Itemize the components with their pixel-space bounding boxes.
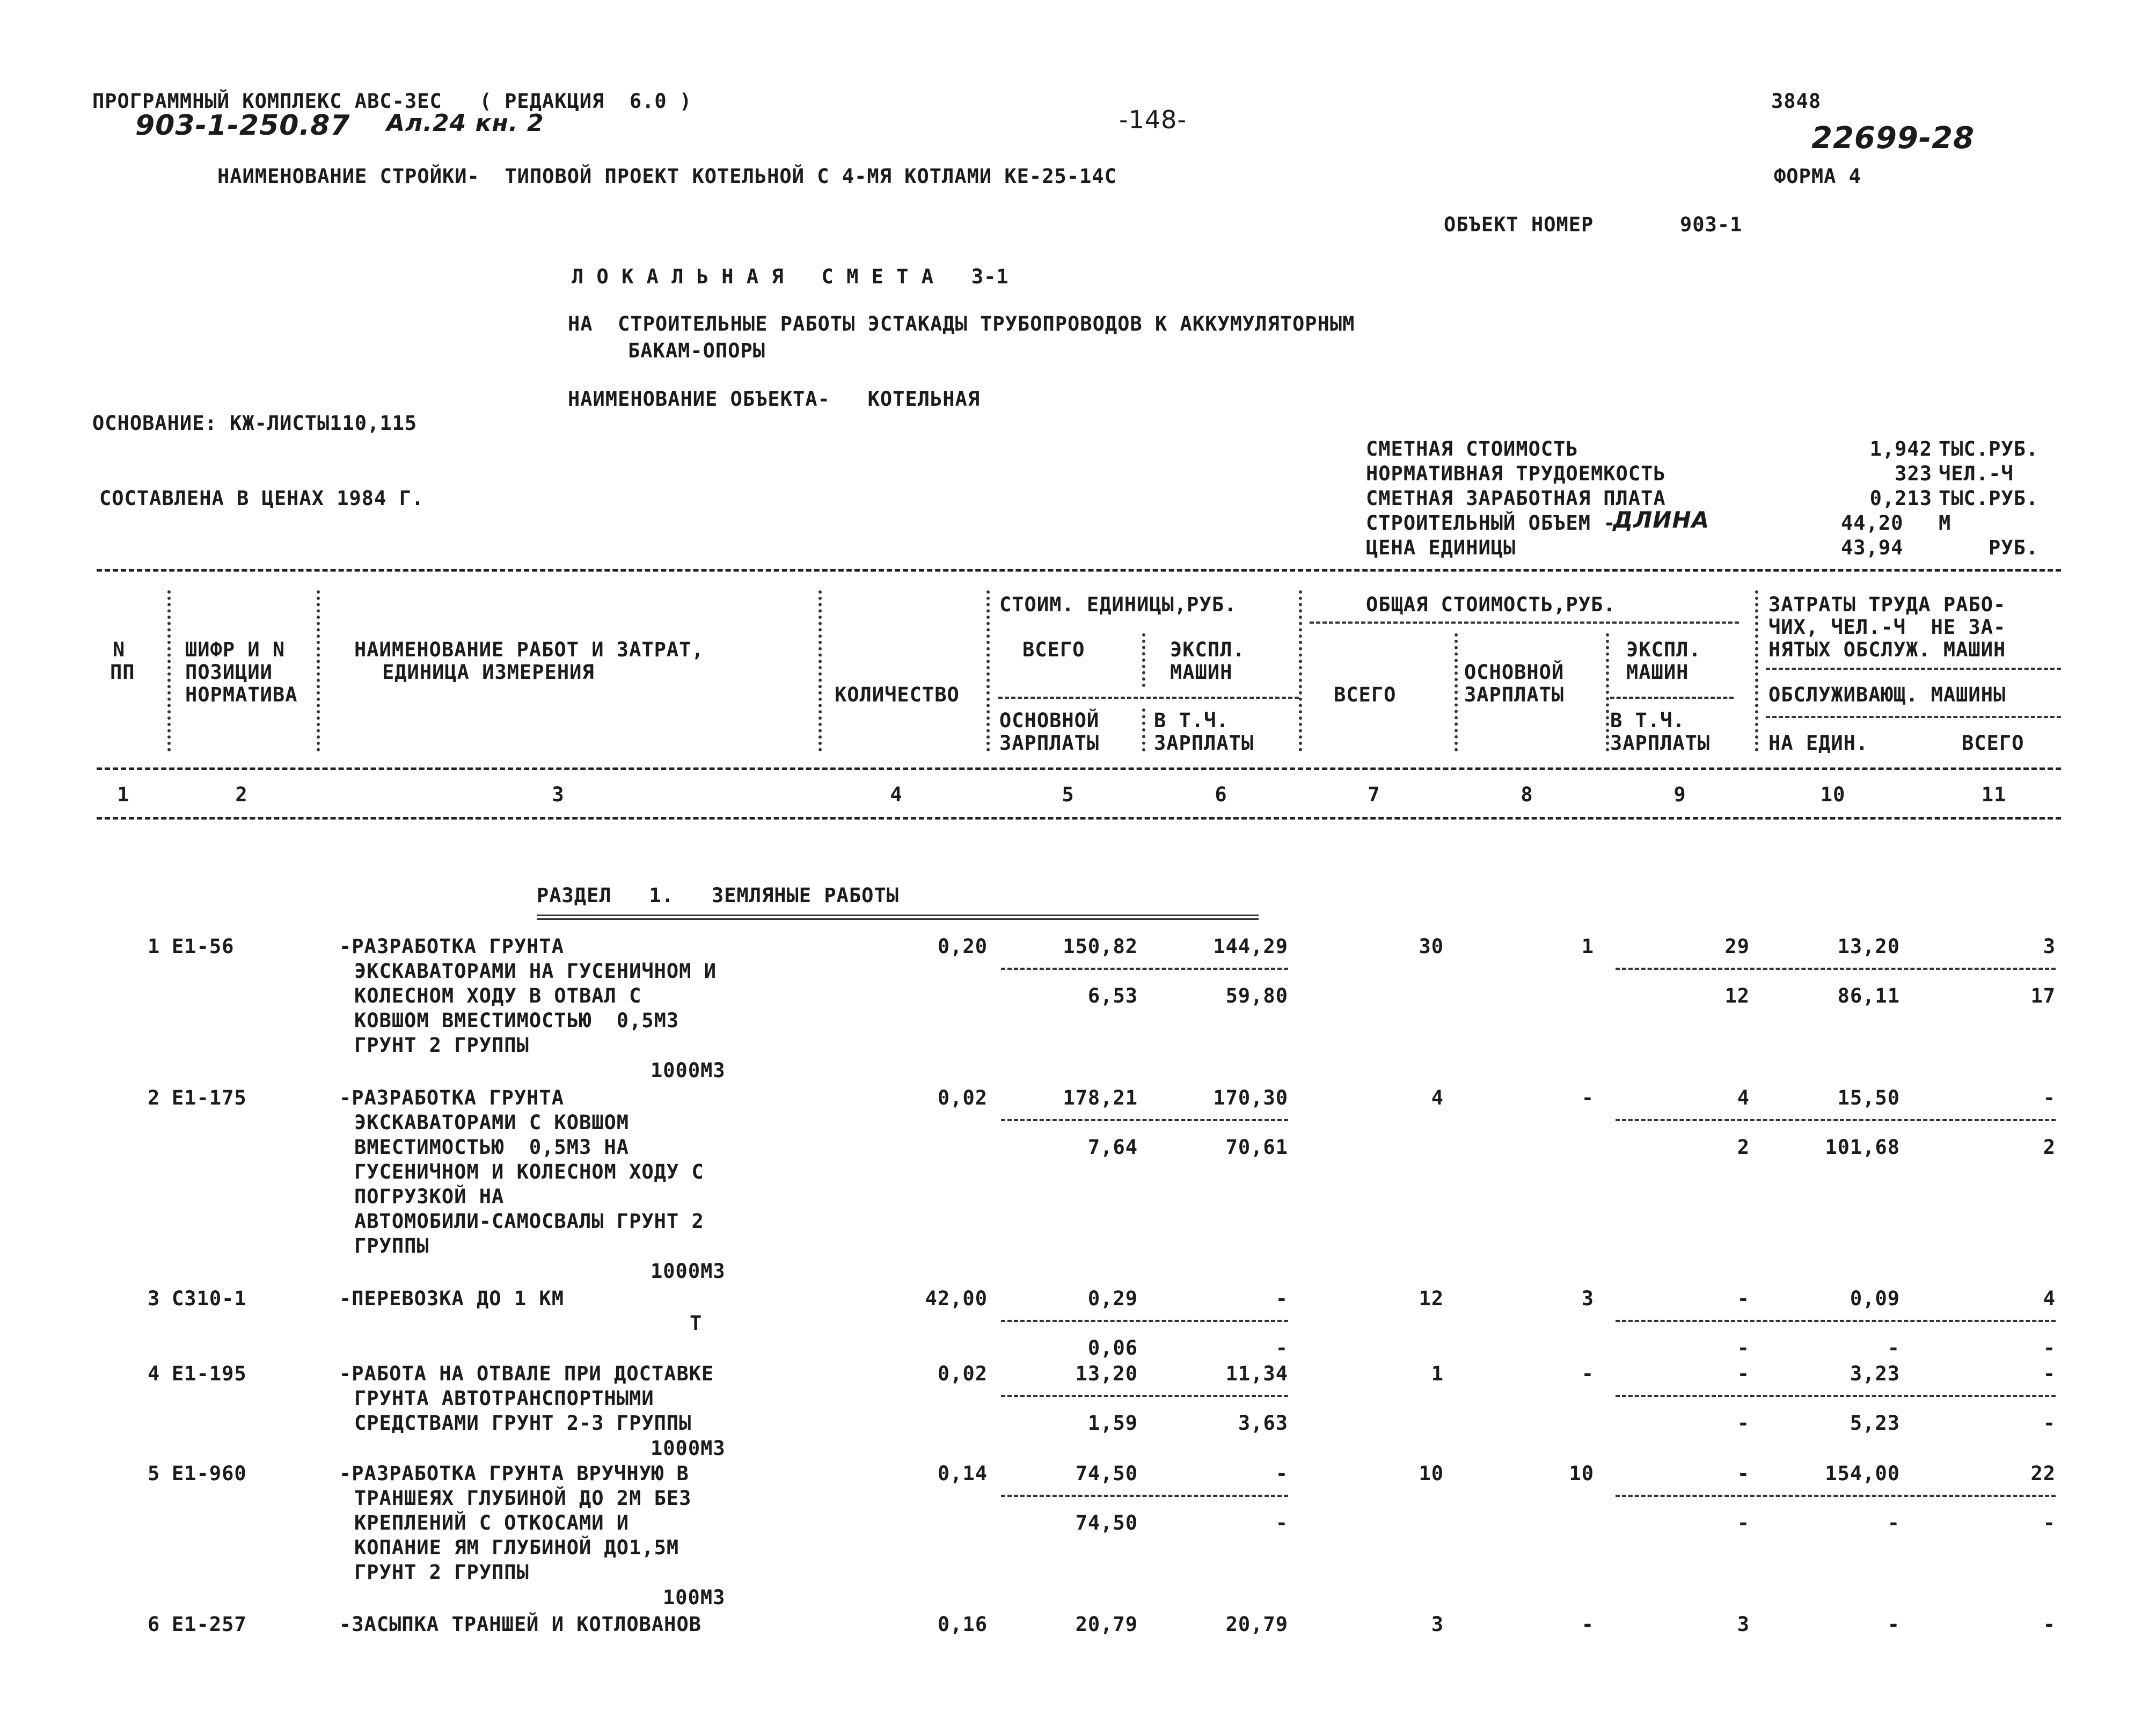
header-cell: ОБСЛУЖИВАЮЩ. МАШИНЫ	[1768, 683, 2006, 706]
summary-label: СМЕТНАЯ ЗАРАБОТНАЯ ПЛАТА	[1366, 487, 1666, 510]
unit-cost-machines: 170,30	[1213, 1086, 1288, 1109]
total-machine-wages: -	[1737, 1336, 1750, 1359]
column-separator	[1299, 590, 1302, 751]
column-number: 6	[1215, 783, 1227, 806]
labor-service-total: -	[2043, 1511, 2056, 1534]
labor-service-unit: -	[1887, 1511, 1900, 1534]
object-name: НАИМЕНОВАНИЕ ОБЪЕКТА- КОТЕЛЬНАЯ	[568, 387, 981, 411]
total-base-wages: 10	[1569, 1462, 1594, 1485]
row-number: 6	[148, 1613, 160, 1636]
labor-service-total: -	[2043, 1412, 2056, 1435]
work-description: КОВШОМ ВМЕСТИМОСТЬЮ 0,5М3	[354, 1009, 679, 1032]
header-bottom-rule	[97, 767, 2061, 770]
header-cell: ЧИХ, ЧЕЛ.-Ч НЕ ЗА-	[1768, 616, 2006, 639]
header-cell: ЗАРПЛАТЫ	[1464, 683, 1565, 706]
work-description: ТРАНШЕЯХ ГЛУБИНОЙ ДО 2М БЕЗ	[354, 1487, 692, 1510]
measurement-unit: Т	[690, 1312, 703, 1335]
column-number: 1	[117, 783, 130, 806]
labor-per-unit: -	[1887, 1613, 1900, 1636]
total-machine-wages: 12	[1724, 984, 1750, 1007]
basis: ОСНОВАНИЕ: КЖ-ЛИСТЫ110,115	[92, 412, 418, 435]
cell-rule	[1001, 1320, 1288, 1322]
header-rule	[998, 697, 1299, 699]
summary-value: 323	[1895, 462, 1932, 485]
document-subtitle-line1: НА СТРОИТЕЛЬНЫЕ РАБОТЫ ЭСТАКАДЫ ТРУБОПРОВОДОВ К АККУМУЛЯТОРНЫМ	[568, 312, 1355, 335]
cell-rule	[1616, 1395, 2056, 1397]
total-machine-wages: -	[1737, 1412, 1750, 1435]
total-cost: 30	[1419, 935, 1444, 958]
work-description: ГРУППЫ	[354, 1234, 429, 1257]
labor-total: -	[2043, 1086, 2056, 1109]
header-cell: ШИФР И N	[185, 638, 286, 661]
column-separator	[167, 590, 171, 751]
top-right-code: 3848	[1771, 90, 1822, 113]
header-rule	[1610, 697, 1734, 699]
header-cell: ЭКСПЛ.	[1170, 638, 1245, 661]
unit-cost-machines: 144,29	[1213, 935, 1288, 958]
unit-cost-base-wages: 7,64	[1087, 1136, 1138, 1159]
summary-value: 43,94	[1841, 536, 1904, 559]
work-description: КОПАНИЕ ЯМ ГЛУБИНОЙ ДО1,5М	[354, 1536, 679, 1559]
object-number-label: ОБЪЕКТ НОМЕР	[1444, 213, 1594, 236]
labor-total: 3	[2043, 935, 2056, 958]
work-description: СРЕДСТВАМИ ГРУНТ 2-3 ГРУППЫ	[354, 1412, 692, 1435]
summary-value: 1,942	[1869, 437, 1932, 460]
total-base-wages: -	[1581, 1086, 1594, 1109]
summary-label: ЦЕНА ЕДИНИЦЫ	[1366, 536, 1516, 559]
work-description: ГРУНТ 2 ГРУППЫ	[354, 1034, 529, 1057]
column-separator	[1755, 590, 1758, 751]
column-separator	[1455, 633, 1458, 751]
quantity: 0,02	[937, 1362, 988, 1385]
work-description: ЭКСКАВАТОРАМИ С КОВШОМ	[354, 1111, 630, 1134]
measurement-unit: 1000М3	[651, 1260, 726, 1283]
column-number: 11	[1981, 783, 2007, 806]
header-rule	[1310, 621, 1739, 624]
total-cost: 4	[1431, 1086, 1444, 1109]
column-number: 7	[1368, 783, 1380, 806]
unit-cost-total: 13,20	[1075, 1362, 1138, 1385]
unit-cost-base-wages: 1,59	[1087, 1412, 1138, 1435]
work-description: ЭКСКАВАТОРАМИ НА ГУСЕНИЧНОМ И	[354, 960, 717, 983]
quantity: 0,14	[937, 1462, 988, 1485]
labor-per-unit: 0,09	[1850, 1287, 1900, 1310]
header-cell: ПП	[110, 661, 135, 684]
page-number: -148-	[1119, 105, 1187, 134]
work-description: ВМЕСТИМОСТЬЮ 0,5М3 НА	[354, 1136, 630, 1159]
header-cell: НЯТЫХ ОБСЛУЖ. МАШИН	[1768, 638, 2006, 661]
column-number: 8	[1521, 783, 1533, 806]
work-description: АВТОМОБИЛИ-САМОСВАЛЫ ГРУНТ 2	[354, 1210, 704, 1233]
total-machines: 4	[1737, 1086, 1750, 1109]
labor-service-unit: 5,23	[1850, 1412, 1900, 1435]
price-level: СОСТАВЛЕНА В ЦЕНАХ 1984 Г.	[99, 487, 425, 510]
summary-value: 0,213	[1869, 487, 1932, 510]
cell-rule	[1001, 968, 1288, 970]
work-description: ГУСЕНИЧНОМ И КОЛЕСНОМ ХОДУ С	[354, 1160, 704, 1183]
work-description: -РАБОТА НА ОТВАЛЕ ПРИ ДОСТАВКЕ	[339, 1362, 714, 1385]
measurement-unit: 100М3	[663, 1586, 726, 1609]
summary-label: СТРОИТЕЛЬНЫЙ ОБЪЕМ -	[1366, 511, 1616, 535]
document-title: Л О К А Л Ь Н А Я С М Е Т А 3-1	[572, 265, 1009, 288]
unit-cost-machine-wages: -	[1275, 1511, 1288, 1534]
row-number: 4	[148, 1362, 160, 1385]
column-number: 5	[1062, 783, 1075, 806]
labor-service-unit: -	[1887, 1336, 1900, 1359]
labor-service-total: 17	[2030, 984, 2056, 1007]
unit-cost-total: 150,82	[1063, 935, 1138, 958]
header-cell: ВСЕГО	[1334, 683, 1397, 706]
header-cell: НОРМАТИВА	[185, 683, 298, 706]
header-cell: ОСНОВНОЙ	[999, 709, 1100, 732]
header-rule	[1766, 716, 2061, 718]
work-description: КОЛЕСНОМ ХОДУ В ОТВАЛ С	[354, 984, 642, 1007]
work-description: -ЗАСЫПКА ТРАНШЕЙ И КОТЛОВАНОВ	[339, 1613, 702, 1636]
handwritten-sheet-ref: Ал.24 кн. 2	[386, 109, 544, 137]
header-cell: МАШИН	[1626, 661, 1689, 684]
header-cell: В Т.Ч.	[1610, 709, 1685, 732]
total-cost: 10	[1419, 1462, 1444, 1485]
header-cell: ЕДИНИЦА ИЗМЕРЕНИЯ	[382, 661, 595, 684]
unit-cost-total: 20,79	[1075, 1613, 1138, 1636]
header-cell: ВСЕГО	[1962, 732, 2025, 755]
column-separator	[317, 590, 320, 751]
header-cell: МАШИН	[1170, 661, 1233, 684]
total-base-wages: 3	[1581, 1287, 1594, 1310]
section-underline	[537, 915, 1259, 920]
quantity: 42,00	[925, 1287, 988, 1310]
unit-cost-machines: 11,34	[1225, 1362, 1288, 1385]
section-title: РАЗДЕЛ 1. ЗЕМЛЯНЫЕ РАБОТЫ	[537, 884, 900, 907]
unit-cost-machine-wages: 59,80	[1225, 984, 1288, 1007]
header-cell: ПОЗИЦИИ	[185, 661, 273, 684]
work-description: ПОГРУЗКОЙ НА	[354, 1185, 505, 1208]
work-description: -ПЕРЕВОЗКА ДО 1 КМ	[339, 1287, 564, 1310]
row-number: 3	[148, 1287, 160, 1310]
total-cost: 1	[1431, 1362, 1444, 1385]
total-cost: 3	[1431, 1613, 1444, 1636]
row-number: 2	[148, 1086, 160, 1109]
work-description: -РАЗРАБОТКА ГРУНТА	[339, 1086, 564, 1109]
column-number: 3	[552, 783, 565, 806]
total-cost: 12	[1419, 1287, 1444, 1310]
unit-cost-total: 178,21	[1063, 1086, 1138, 1109]
total-base-wages: 1	[1581, 935, 1594, 958]
column-number: 4	[890, 783, 903, 806]
total-machines: 3	[1737, 1613, 1750, 1636]
norm-code: Е1-195	[172, 1362, 247, 1385]
handwritten-registry-number: 22699-28	[1811, 121, 1975, 156]
quantity: 0,02	[937, 1086, 988, 1109]
labor-total: 4	[2043, 1287, 2056, 1310]
header-cell: НА ЕДИН.	[1768, 732, 1869, 755]
total-machines: -	[1737, 1362, 1750, 1385]
quantity: 0,20	[937, 935, 988, 958]
column-separator	[1606, 633, 1609, 751]
summary-label: СМЕТНАЯ СТОИМОСТЬ	[1366, 437, 1578, 460]
total-base-wages: -	[1581, 1613, 1594, 1636]
header-cell: ЭКСПЛ.	[1626, 638, 1701, 661]
labor-per-unit: 13,20	[1837, 935, 1900, 958]
unit-cost-machines: -	[1275, 1462, 1288, 1485]
form-label: ФОРМА 4	[1774, 165, 1861, 188]
labor-total: -	[2043, 1613, 2056, 1636]
unit-cost-machine-wages: 70,61	[1225, 1136, 1288, 1159]
column-number: 9	[1673, 783, 1686, 806]
labor-per-unit: 154,00	[1825, 1462, 1900, 1485]
labor-per-unit: 3,23	[1850, 1362, 1900, 1385]
norm-code: Е1-257	[172, 1613, 247, 1636]
object-number: 903-1	[1680, 213, 1743, 236]
norm-code: Е1-175	[172, 1086, 247, 1109]
summary-label: НОРМАТИВНАЯ ТРУДОЕМКОСТЬ	[1366, 462, 1666, 485]
construction-name: НАИМЕНОВАНИЕ СТРОЙКИ- ТИПОВОЙ ПРОЕКТ КОТЕЛЬНОЙ С 4-МЯ КОТЛАМИ КЕ-25-14С	[217, 165, 1117, 188]
summary-value: 44,20	[1841, 511, 1904, 535]
unit-cost-base-wages: 0,06	[1087, 1336, 1138, 1359]
header-cell: ОСНОВНОЙ	[1464, 661, 1565, 684]
work-description: КРЕПЛЕНИЙ С ОТКОСАМИ И	[354, 1511, 630, 1534]
column-separator	[986, 590, 990, 751]
total-machine-wages: -	[1737, 1511, 1750, 1534]
labor-service-total: -	[2043, 1336, 2056, 1359]
summary-unit: ТЫС.РУБ.	[1939, 487, 2039, 510]
total-machine-wages: 2	[1737, 1136, 1750, 1159]
cell-rule	[1616, 968, 2056, 970]
header-cell: ЗАРПЛАТЫ	[999, 732, 1100, 755]
row-number: 1	[148, 935, 160, 958]
measurement-unit: 1000М3	[651, 1437, 726, 1460]
summary-unit: М	[1939, 511, 1952, 535]
cell-rule	[1616, 1495, 2056, 1497]
labor-service-total: 2	[2043, 1136, 2056, 1159]
header-cell: КОЛИЧЕСТВО	[835, 683, 960, 706]
total-machines: -	[1737, 1287, 1750, 1310]
labor-service-unit: 101,68	[1825, 1136, 1900, 1159]
cell-rule	[1001, 1495, 1288, 1497]
unit-cost-base-wages: 6,53	[1087, 984, 1138, 1007]
header-cell: ОБЩАЯ СТОИМОСТЬ,РУБ.	[1366, 593, 1616, 616]
work-description: ГРУНТ 2 ГРУППЫ	[354, 1561, 529, 1584]
numbers-bottom-rule	[97, 817, 2061, 820]
work-description: ГРУНТА АВТОТРАНСПОРТНЫМИ	[354, 1387, 654, 1410]
labor-per-unit: 15,50	[1837, 1086, 1900, 1109]
header-cell: ЗАТРАТЫ ТРУДА РАБО-	[1768, 593, 2006, 616]
labor-total: -	[2043, 1362, 2056, 1385]
unit-cost-total: 0,29	[1087, 1287, 1138, 1310]
handwritten-project-code: 903-1-250.87	[135, 109, 350, 142]
cell-rule	[1001, 1395, 1288, 1397]
column-separator	[1142, 633, 1145, 687]
unit-cost-machines: 20,79	[1225, 1613, 1288, 1636]
summary-unit: ЧЕЛ.-Ч	[1939, 462, 2014, 485]
row-number: 5	[148, 1462, 160, 1485]
header-cell: ЗАРПЛАТЫ	[1610, 732, 1711, 755]
header-cell: НАИМЕНОВАНИЕ РАБОТ И ЗАТРАТ,	[354, 638, 704, 661]
work-description: -РАЗРАБОТКА ГРУНТА	[339, 935, 564, 958]
unit-cost-total: 74,50	[1075, 1462, 1138, 1485]
norm-code: Е1-960	[172, 1462, 247, 1485]
document-subtitle-line2: БАКАМ-ОПОРЫ	[628, 339, 766, 362]
program-name: ПРОГРАММНЫЙ КОМПЛЕКС АВС-3ЕС ( РЕДАКЦИЯ 6.0 )	[92, 90, 692, 113]
summary-unit: РУБ.	[1989, 536, 2039, 559]
cell-rule	[1616, 1119, 2056, 1121]
total-machines: -	[1737, 1462, 1750, 1485]
unit-cost-machine-wages: 3,63	[1238, 1412, 1288, 1435]
cell-rule	[1001, 1119, 1288, 1121]
column-separator	[1142, 708, 1145, 751]
norm-code: С310-1	[172, 1287, 247, 1310]
unit-cost-machine-wages: -	[1275, 1336, 1288, 1359]
total-base-wages: -	[1581, 1362, 1594, 1385]
header-cell: СТОИМ. ЕДИНИЦЫ,РУБ.	[999, 593, 1237, 616]
header-cell: N	[113, 638, 126, 661]
quantity: 0,16	[937, 1613, 988, 1636]
work-description: -РАЗРАБОТКА ГРУНТА ВРУЧНУЮ В	[339, 1462, 689, 1485]
norm-code: Е1-56	[172, 935, 235, 958]
measurement-unit: 1000М3	[651, 1059, 726, 1082]
cell-rule	[1616, 1320, 2056, 1322]
header-cell: ВСЕГО	[1022, 638, 1085, 661]
labor-total: 22	[2030, 1462, 2056, 1485]
unit-cost-machines: -	[1275, 1287, 1288, 1310]
table-top-rule	[97, 569, 2061, 572]
labor-service-unit: 86,11	[1837, 984, 1900, 1007]
handwritten-length: ДЛИНА	[1613, 507, 1710, 533]
unit-cost-base-wages: 74,50	[1075, 1511, 1138, 1534]
column-number: 2	[235, 783, 248, 806]
header-rule	[1766, 668, 2061, 670]
column-number: 10	[1820, 783, 1846, 806]
header-cell: ЗАРПЛАТЫ	[1154, 732, 1254, 755]
column-separator	[818, 590, 822, 751]
header-cell: В Т.Ч.	[1154, 709, 1229, 732]
total-machines: 29	[1724, 935, 1750, 958]
summary-unit: ТЫС.РУБ.	[1939, 437, 2039, 460]
